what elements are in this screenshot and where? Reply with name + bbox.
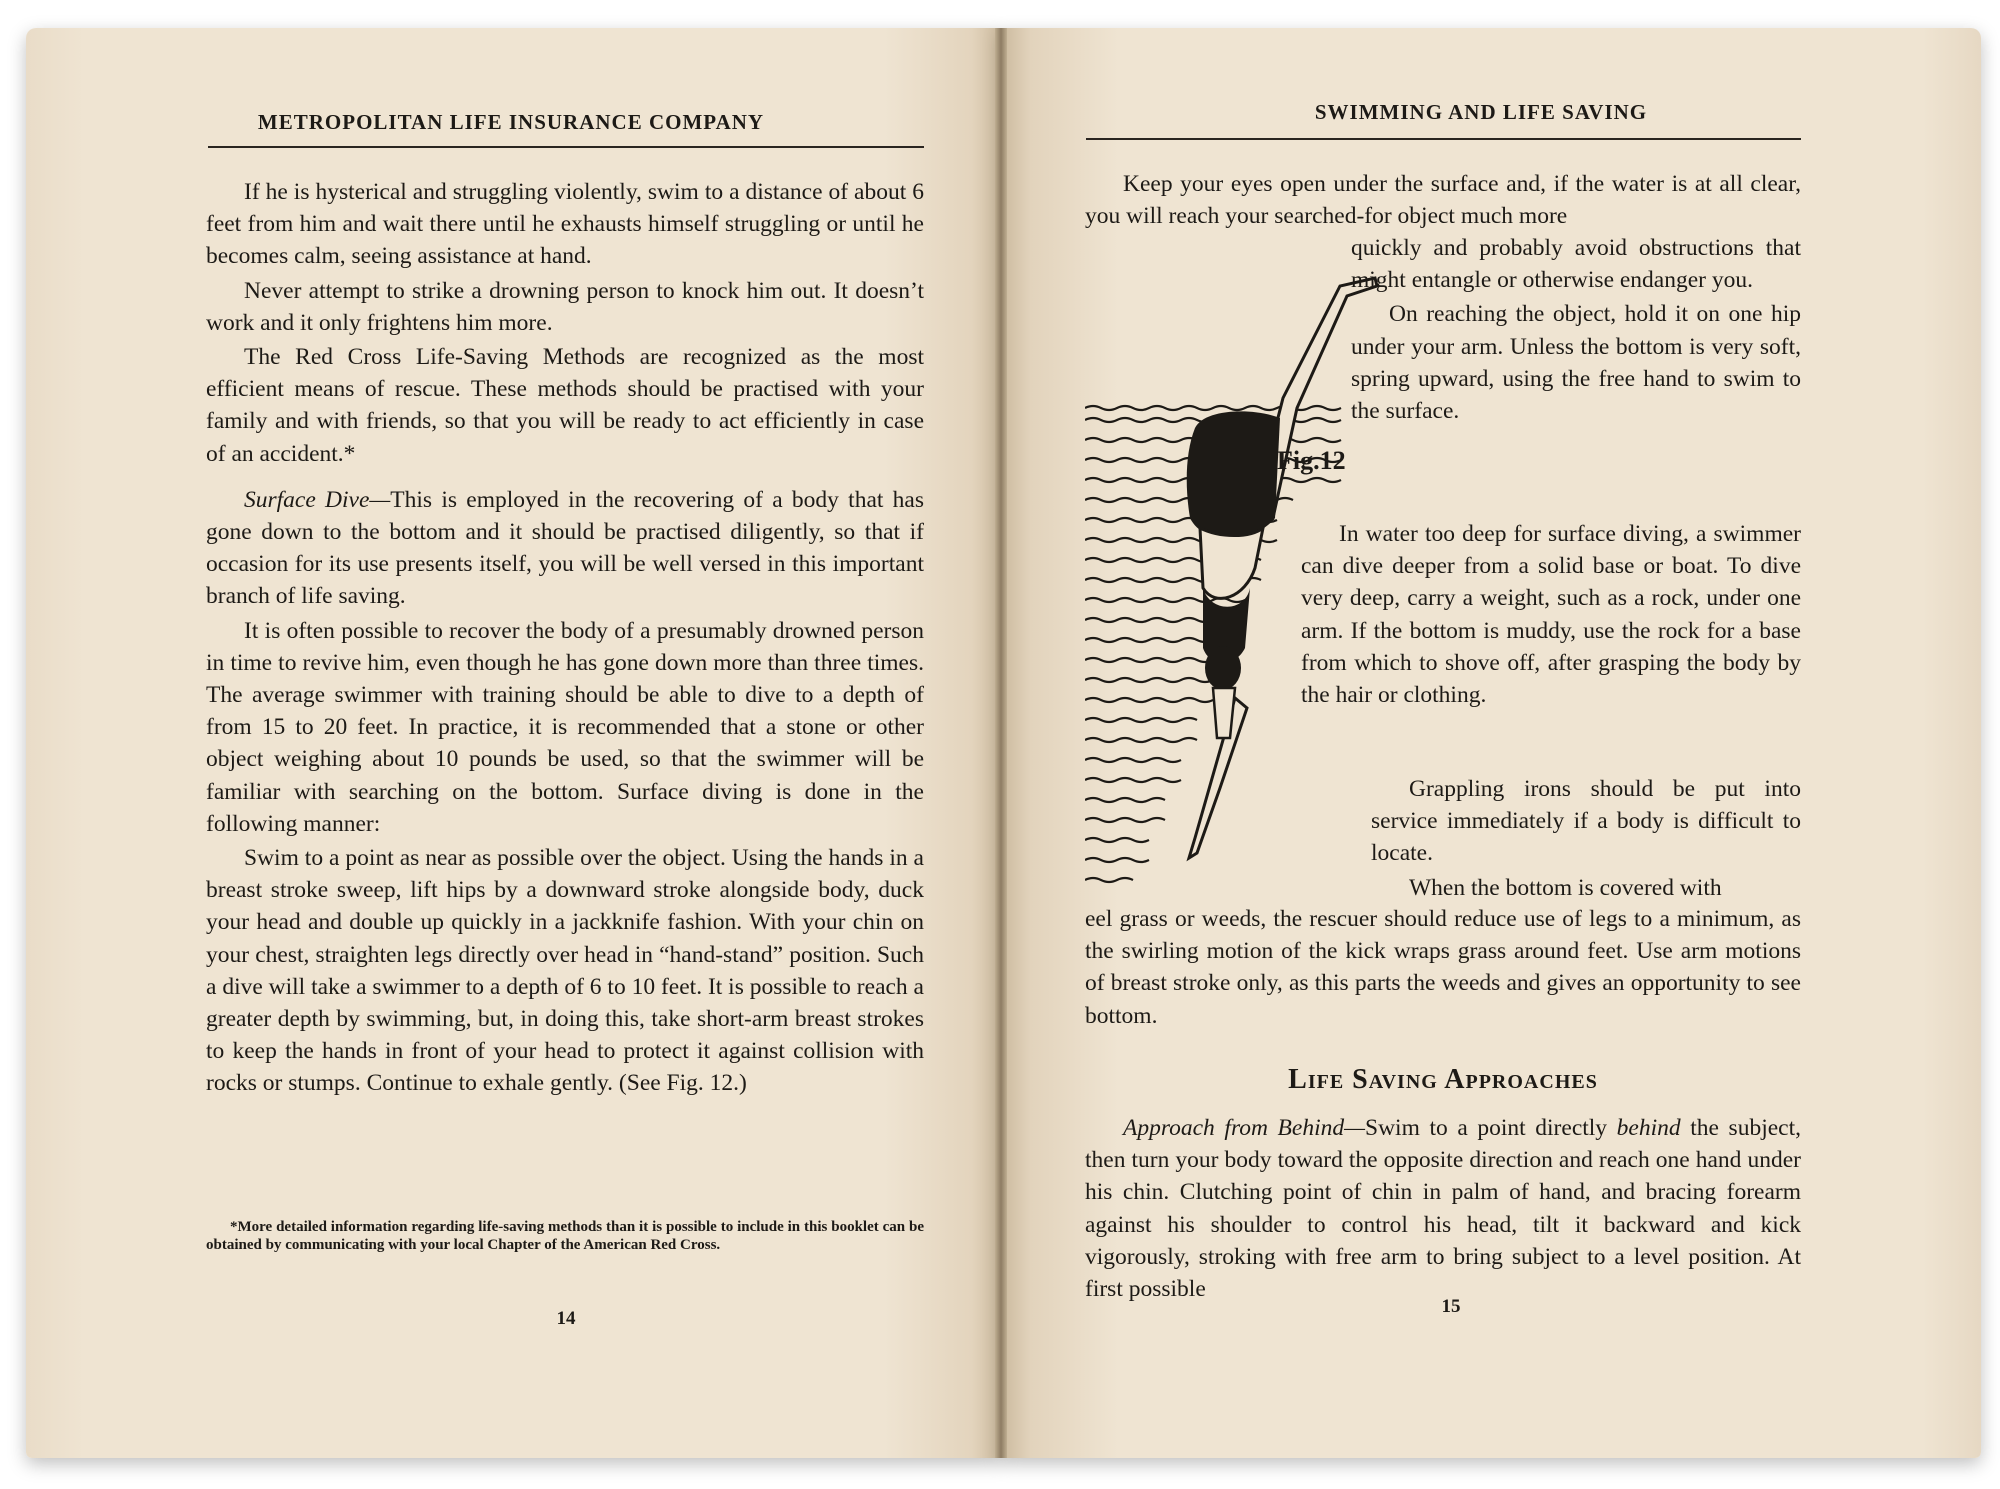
paragraph-approach (1085, 1112, 1801, 1305)
book-gutter (995, 28, 1007, 1458)
right-page (1001, 28, 1981, 1458)
right-page-number: 15 (1441, 1296, 1461, 1317)
left-page (26, 28, 1001, 1458)
approach-text: Swim to a point directly (1365, 1115, 1617, 1141)
surface-dive-text: This is employed in the recovering of a body that has gone down to the bottom and it should be practised diligently, so that if occasion for its use presents itself, you will be well versed in this important branch of life saving. (206, 486, 924, 610)
paragraph: quickly and probably avoid obstructions that might entangle or otherwise endanger you. (1351, 235, 1801, 294)
right-wrap-text-lower (1301, 518, 1801, 711)
left-running-head: METROPOLITAN LIFE INSURANCE COMPANY (257, 110, 765, 134)
paragraph: It is often possible to recover the body of a presumably drowned person in time to revive him, even though he has gone down more than three times. The average swimmer with training should be able to dive to a depth of from 15 to 20 feet. In practice, it is recommended that a stone or other object weighing about 10 pounds be used, so that the swimmer will be familiar with searching on the bottom. Surface diving is done in the following manner: (206, 617, 924, 837)
paragraph: When the bottom is covered with (1409, 874, 1722, 901)
left-footnote (206, 1218, 924, 1254)
right-approach-text (1085, 1112, 1801, 1305)
approach-emphasis: behind (1616, 1115, 1681, 1141)
paragraph: Swim to a point as near as possible over the object. Using the hands in a breast stroke sweep, lift hips by a downward stroke alongside body, duck your head and double up quickly in a jackknife fashion. With your chin on your chest, straighten legs directly over head in “hand-stand” position. Such a dive will take a swimmer to a depth of 6 to 10 feet. It is possible to reach a greater depth by swimming, but, in doing this, take short-arm breast strokes to keep the hands in front of your head to protect it against collision with rocks or stumps. Continue to exhale gently. (See Fig. 12.) (206, 845, 924, 1097)
right-running-head: SWIMMING AND LIFE SAVING (1314, 100, 1648, 124)
surface-dive-label: Surface Dive— (244, 486, 391, 513)
left-page-number: 14 (556, 1308, 576, 1329)
right-head-rule (1086, 138, 1801, 140)
approach-label: Approach from Behind— (1123, 1115, 1365, 1141)
section-heading: Life Saving Approaches (1288, 1064, 1598, 1095)
paragraph: If he is hysterical and struggling violently, swim to a distance of about 6 feet from him and wait there until he exhausts himself struggling or until he becomes calm, seeing assistance at hand. (206, 179, 924, 270)
paragraph: eel grass or weeds, the rescuer should reduce use of legs to a minimum, as the swirling motion of the kick wraps grass around feet. Use arm motions of breast stroke only, as this parts the weeds and gives an opportunity to see bottom. (1085, 906, 1801, 1029)
right-wrap-text (1351, 232, 1801, 427)
right-after-figure-text (1085, 903, 1801, 1032)
paragraph-surface-dive (206, 484, 924, 613)
paragraph: Keep your eyes open under the surface and, if the water is at all clear, you will reach your searched-for object much more (1085, 171, 1801, 230)
right-intro-text (1085, 168, 1801, 232)
paragraph: The Red Cross Life-Saving Methods are recognized as the most efficient means of rescue. These methods should be practised with your family and with friends, so that you will be ready to act efficiently in case of an accident.* (206, 344, 924, 467)
footnote-text: *More detailed information regarding life-saving methods than it is possible to include in this booklet can be obtained by communicating with your local Chapter of the American Red Cross. (206, 1219, 924, 1253)
paragraph: Never attempt to strike a drowning person to knock him out. It doesn’t work and it only frightens him more. (206, 277, 924, 336)
approach-text-cont: the subject, then turn your body toward the opposite direction and reach one hand under his chin. Clutching point of chin in palm of hand, and bracing forearm against his shoulder to control his head, tilt it backward and kick vigorously, stroking with free arm to bring subject to a level position. At first possible (1085, 1115, 1801, 1303)
paragraph: On reaching the object, hold it on one hip under your arm. Unless the bottom is very soft, spring upward, using the free hand to swim to the surface. (1351, 301, 1801, 425)
right-wrap-text-bottom (1371, 773, 1801, 904)
figure-label: Fig.12 (1277, 446, 1346, 475)
left-head-rule (208, 146, 924, 148)
paragraph: In water too deep for surface diving, a swimmer can dive deeper from a solid base or boat. To dive very deep, carry a weight, such as a rock, under one arm. If the bottom is muddy, use the rock for a base from which to shove off, after grasping the body by the hair or clothing. (1301, 521, 1801, 709)
left-body-text (206, 176, 924, 1100)
paragraph: Grappling irons should be put into service immediately if a body is difficult to locate. (1371, 776, 1801, 867)
